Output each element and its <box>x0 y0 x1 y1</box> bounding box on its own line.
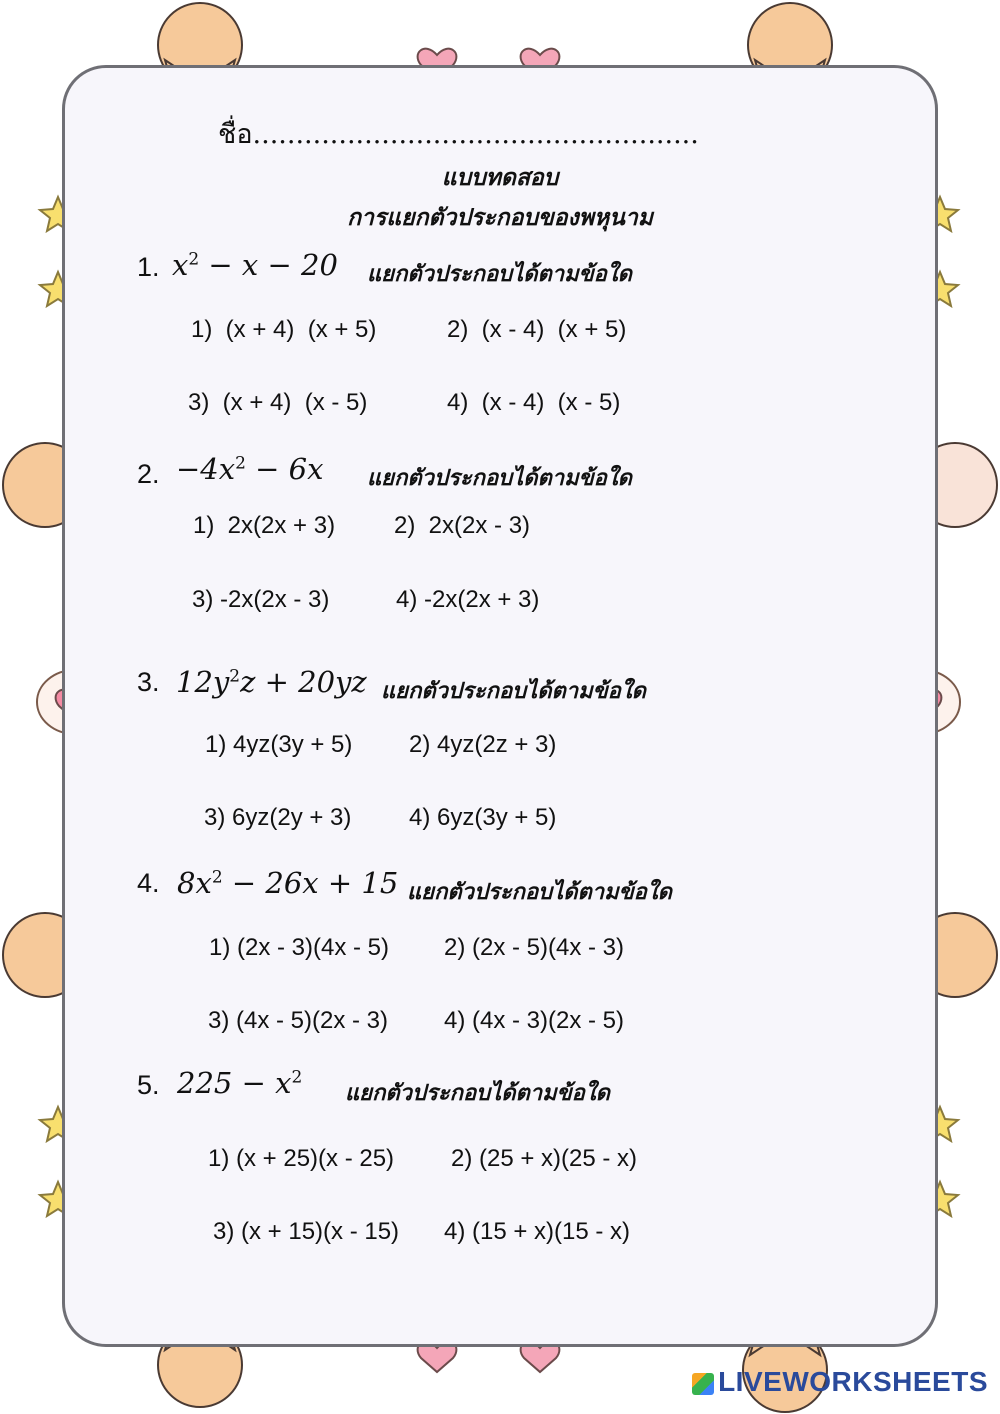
option-4[interactable]: 4) (4x - 3)(2x - 5) <box>444 1007 625 1034</box>
question-number: 5. <box>137 1070 160 1100</box>
option-1[interactable]: 1) (x + 4) (x + 5) <box>191 316 377 343</box>
question-prompt: แยกตัวประกอบได้ตามข้อใด <box>381 678 646 703</box>
option-3[interactable]: 3) (x + 15)(x - 15) <box>213 1218 400 1245</box>
question-number: 2. <box>137 459 160 489</box>
option-2[interactable]: 2) (25 + x)(25 - x) <box>451 1145 638 1172</box>
question-prompt: แยกตัวประกอบได้ตามข้อใด <box>407 879 672 904</box>
question-number: 1. <box>137 252 160 282</box>
name-field[interactable]: ชื่อ.................................................... <box>218 119 699 150</box>
option-1[interactable]: 1) 4yz(3y + 5) <box>205 731 353 758</box>
option-3[interactable]: 3) (x + 4) (x - 5) <box>188 389 368 416</box>
question-expression: $8x^2 - 26x + 15$ <box>177 866 399 900</box>
logo-icon <box>692 1373 714 1395</box>
option-3[interactable]: 3) -2x(2x - 3) <box>192 586 330 613</box>
logo-text: LIVEWORKSHEETS <box>718 1366 988 1397</box>
option-3[interactable]: 3) (4x - 5)(2x - 3) <box>208 1007 389 1034</box>
option-1[interactable]: 1) 2x(2x + 3) <box>193 512 336 539</box>
option-4[interactable]: 4) 6yz(3y + 5) <box>409 804 557 831</box>
question-number: 3. <box>137 667 160 697</box>
question-expression: $225 - x^2$ <box>177 1066 303 1100</box>
liveworksheets-logo[interactable] <box>692 1366 988 1398</box>
page-title: แบบทดสอบ <box>441 164 559 190</box>
option-1[interactable]: 1) (x + 25)(x - 25) <box>208 1145 395 1172</box>
question-expression: $-4x^2 - 6x$ <box>176 452 324 486</box>
option-2[interactable]: 2) (x - 4) (x + 5) <box>447 316 627 343</box>
question-number: 4. <box>137 868 160 898</box>
question-prompt: แยกตัวประกอบได้ตามข้อใด <box>367 261 632 286</box>
option-2[interactable]: 2) (2x - 5)(4x - 3) <box>444 934 625 961</box>
question-expression: $x^2 - x - 20$ <box>172 248 338 282</box>
question-prompt: แยกตัวประกอบได้ตามข้อใด <box>367 465 632 490</box>
option-4[interactable]: 4) (x - 4) (x - 5) <box>447 389 621 416</box>
page-subtitle: การแยกตัวประกอบของพหุนาม <box>347 204 653 230</box>
option-2[interactable]: 2) 2x(2x - 3) <box>394 512 531 539</box>
option-4[interactable]: 4) (15 + x)(15 - x) <box>444 1218 631 1245</box>
option-3[interactable]: 3) 6yz(2y + 3) <box>204 804 352 831</box>
option-4[interactable]: 4) -2x(2x + 3) <box>396 586 540 613</box>
option-2[interactable]: 2) 4yz(2z + 3) <box>409 731 557 758</box>
question-prompt: แยกตัวประกอบได้ตามข้อใด <box>345 1080 610 1105</box>
question-expression: $12y^2z + 20yz$ <box>176 665 367 699</box>
option-1[interactable]: 1) (2x - 3)(4x - 5) <box>209 934 390 961</box>
